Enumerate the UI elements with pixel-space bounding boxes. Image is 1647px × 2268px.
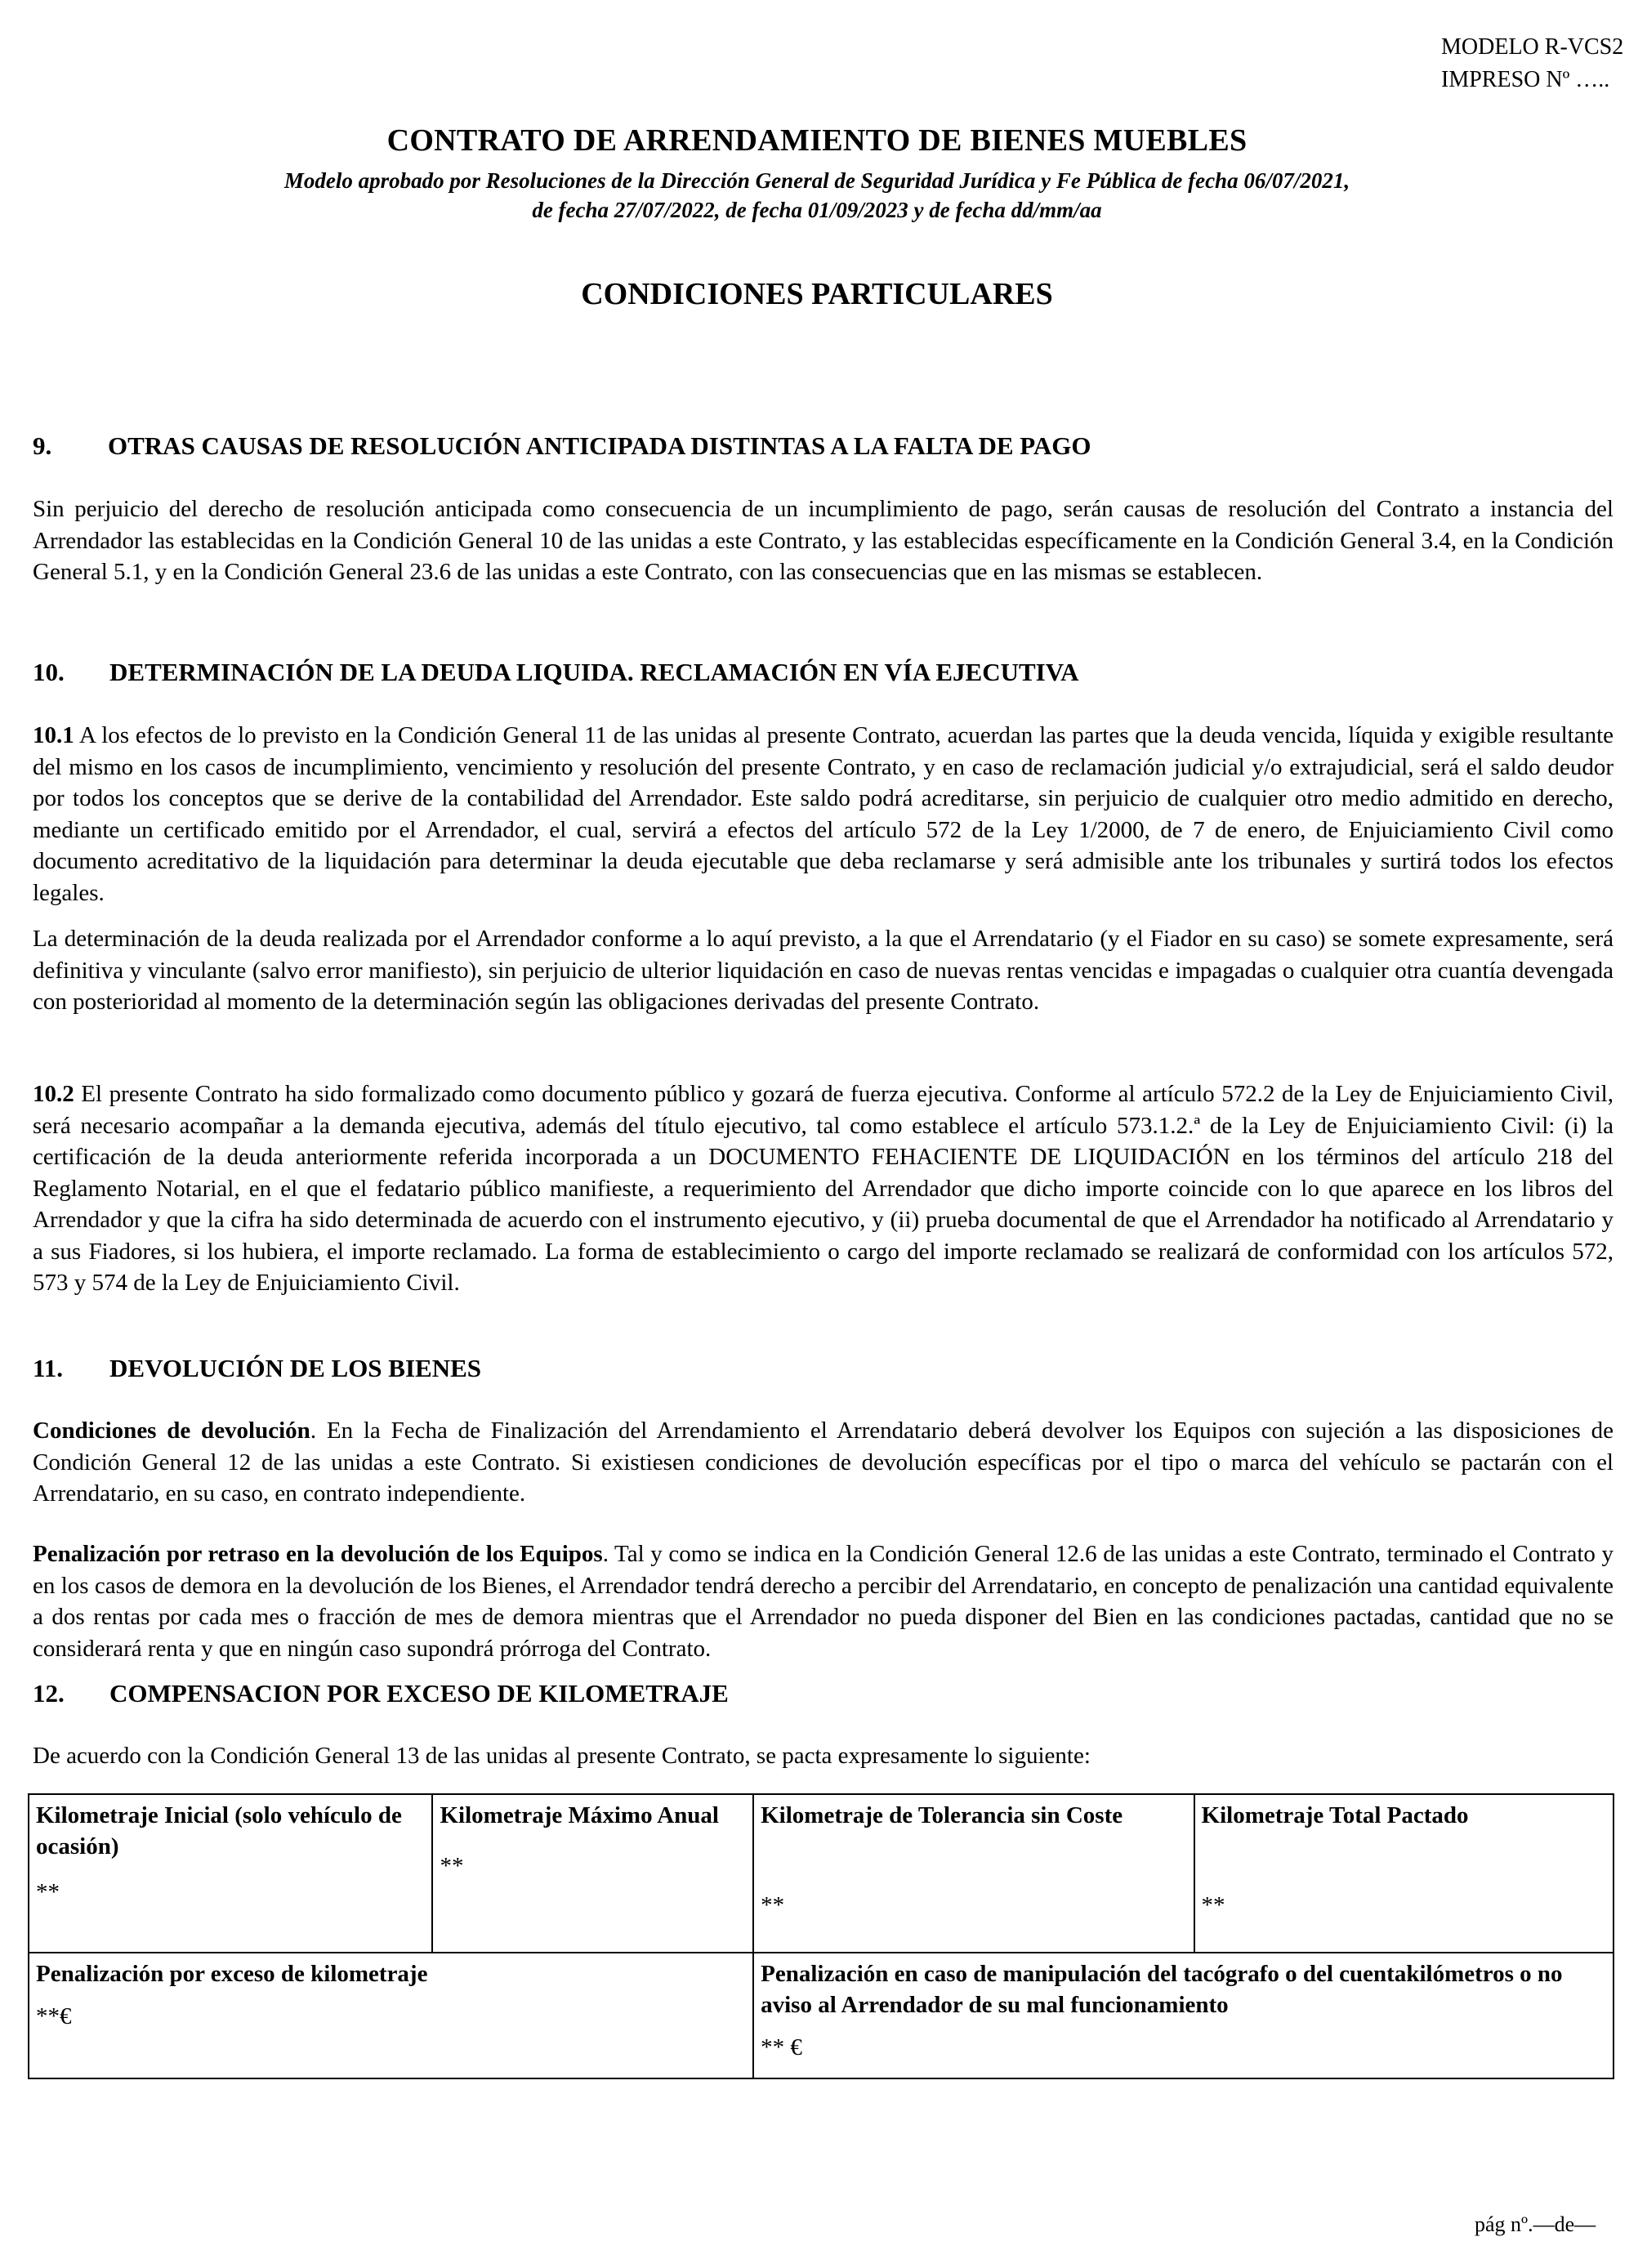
max-annual-mileage-value: ** [440, 1853, 464, 1879]
section-9-title: OTRAS CAUSAS DE RESOLUCIÓN ANTICIPADA DISTINTAS A LA FALTA DE PAGO [108, 431, 1091, 460]
section-11-number: 11. [33, 1354, 64, 1382]
penalty-table-row [29, 1953, 1614, 2078]
subtitle-line-2: de fecha 27/07/2022, de fecha 01/09/2023 y de fecha dd/mm/aa [532, 198, 1102, 222]
model-code: MODELO R-VCS2 [1441, 34, 1624, 60]
return-conditions-label: Condiciones de devolución [33, 1418, 310, 1444]
late-return-penalty-text: . Tal y como se indica en la Condición General 12.6 de las unidas a este Contrato, terminado el Contrato y en los casos de demora en la devolución de los Bienes, el Arrendador tendrá derecho a percibir del Arrendatario, en concepto de penalización una cantidad equivalente a dos rentas por cada mes o fracción de mes de demora mientras que el Arrendador no pueda disponer del Bien en las condiciones pactadas, cantidad que no se considerará renta y que en ningún caso supondrá prórroga del Contrato. [33, 1541, 1614, 1662]
section-9-number: 9. [33, 431, 52, 460]
section-10-title: DETERMINACIÓN DE LA DEUDA LIQUIDA. RECLAMACIÓN EN VÍA EJECUTIVA [109, 658, 1079, 686]
section-10-1-paragraph [33, 720, 1614, 909]
section-11-title: DEVOLUCIÓN DE LOS BIENES [109, 1354, 482, 1382]
late-return-penalty-label: Penalización por retraso en la devolución de los Equipos [33, 1541, 603, 1567]
clause-10-1-label: 10.1 [33, 722, 74, 748]
clause-10-2-label: 10.2 [33, 1081, 74, 1107]
section-10-determination-paragraph: La determinación de la deuda realizada por el Arrendador conforme a lo aquí previsto, a la que el Arrendatario (y el Fiador en su caso) se somete expresamente, será definitiva y vinculante (salvo error manifiesto), sin perjuicio de ulterior liquidación en caso de nuevas rentas vencidas e impagadas o cualquier otra cuantía devengada con posterioridad al momento de la determinación según las obligaciones derivadas del presente Contrato. [33, 926, 1614, 1015]
heading-section-9 [33, 431, 1091, 461]
mileage-table [28, 1793, 1614, 2079]
tolerance-mileage-label: Kilometraje de Tolerancia sin Coste [761, 1802, 1123, 1828]
document-subtitle [0, 166, 1634, 225]
max-annual-mileage-label: Kilometraje Máximo Anual [440, 1802, 719, 1828]
section-12-intro: De acuerdo con la Condición General 13 de las unidas al presente Contrato, se pacta expresamente lo siguiente: [33, 1743, 1091, 1769]
heading-section-10 [33, 658, 1079, 687]
initial-mileage-cell [29, 1794, 432, 1953]
total-mileage-value: ** [1201, 1892, 1225, 1918]
subtitle-line-1: Modelo aprobado por Resoluciones de la Dirección General de Seguridad Jurídica y Fe Pública de fecha 06/07/2021, [283, 168, 1350, 193]
impreso-number: IMPRESO Nº ….. [1441, 67, 1610, 92]
mileage-table-row [29, 1794, 1614, 1953]
max-annual-mileage-cell [432, 1794, 753, 1953]
section-10-number: 10. [33, 658, 65, 686]
total-mileage-cell [1194, 1794, 1614, 1953]
document-model-reference [1441, 31, 1623, 96]
section-10-2-paragraph [33, 1078, 1614, 1299]
section-12-number: 12. [33, 1679, 65, 1708]
heading-section-12 [33, 1679, 729, 1708]
section-12-title: COMPENSACION POR EXCESO DE KILOMETRAJE [109, 1679, 729, 1708]
clause-10-1-text: A los efectos de lo previsto en la Condición General 11 de las unidas al presente Contrato, acuerdan las partes que la deuda vencida, líquida y exigible resultante del mismo en los casos de incumplimiento, vencimiento y resolución del presente Contrato, y en caso de reclamación judicial y/o extrajudicial, será el saldo deudor por todos los conceptos que se derive de la contabilidad del Arrendador. Este saldo podrá acreditarse, sin perjuicio de cualquier otro medio admitido en derecho, mediante un certificado emitido por el Arrendador, el cual, servirá a efectos del artículo 572 de la Ley 1/2000, de 7 de enero, de Enjuiciamiento Civil como documento acreditativo de la liquidación para determinar la deuda ejecutable que deba reclamarse y será admisible ante los tribunales y surtirá todos los efectos legales. [33, 722, 1614, 906]
late-return-penalty-paragraph [33, 1538, 1614, 1664]
excess-mileage-penalty-value: **€ [36, 2003, 72, 2029]
excess-mileage-penalty-label: Penalización por exceso de kilometraje [36, 1961, 428, 1987]
section-9-paragraph: Sin perjuicio del derecho de resolución anticipada como consecuencia de un incumplimiento de pago, serán causas de resolución del Contrato a instancia del Arrendador las establecidas en la Condición General 10 de las unidas a este Contrato, y las establecidas específicamente en la Condición General 3.4, en la Condición General 5.1, y en la Condición General 23.6 de las unidas a este Contrato, con las consecuencias que en las mismas se establecen. [33, 496, 1614, 585]
initial-mileage-label: Kilometraje Inicial (solo vehículo de ocasión) [36, 1802, 402, 1859]
page-number: pág nº.—de— [1475, 2212, 1596, 2236]
excess-mileage-penalty-cell [29, 1953, 753, 2078]
clause-10-2-text: El presente Contrato ha sido formalizado como documento público y gozará de fuerza ejecutiva. Conforme al artículo 572.2 de la Ley de Enjuiciamiento Civil, será necesario acompañar a la demanda ejecutiva, además del título ejecutivo, tal como establece el artículo 573.1.2.ª de la Ley de Enjuiciamiento Civil: (i) la certificación de la deuda anteriormente referida incorporada a un DOCUMENTO FEHACIENTE DE LIQUIDACIÓN en los términos del artículo 218 del Reglamento Notarial, en el que el fedatario público manifieste, a requerimiento del Arrendador que dicho importe coincide con lo que aparece en los libros del Arrendador y que la cifra ha sido determinada de acuerdo con el instrumento ejecutivo, y (ii) prueba documental de que el Arrendador ha notificado al Arrendatario y a sus Fiadores, si los hubiera, el importe reclamado. La forma de establecimiento o cargo del importe reclamado se realizará de conformidad con los artículos 572, 573 y 574 de la Ley de Enjuiciamiento Civil. [33, 1081, 1614, 1296]
initial-mileage-value: ** [36, 1879, 60, 1905]
tachograph-penalty-label: Penalización en caso de manipulación del tacógrafo o del cuentakilómetros o no aviso al Arrendador de su mal funcionamiento [761, 1961, 1563, 2018]
tachograph-penalty-cell [753, 1953, 1614, 2078]
section-title: CONDICIONES PARTICULARES [581, 277, 1053, 311]
tachograph-penalty-value: ** € [761, 2034, 802, 2060]
tolerance-mileage-value: ** [761, 1892, 785, 1918]
return-conditions-text: . En la Fecha de Finalización del Arrendamiento el Arrendatario deberá devolver los Equipos con sujeción a las disposiciones de Condición General 12 de las unidas a este Contrato. Si existiesen condiciones de devolución específicas por el tipo o marca del vehículo se pactarán con el Arrendatario, en su caso, en contrato independiente. [33, 1418, 1614, 1507]
heading-section-11 [33, 1354, 481, 1383]
document-title: CONTRATO DE ARRENDAMIENTO DE BIENES MUEBLES [386, 123, 1248, 158]
total-mileage-label: Kilometraje Total Pactado [1201, 1802, 1469, 1828]
tolerance-mileage-cell [753, 1794, 1194, 1953]
return-conditions-paragraph [33, 1415, 1614, 1510]
